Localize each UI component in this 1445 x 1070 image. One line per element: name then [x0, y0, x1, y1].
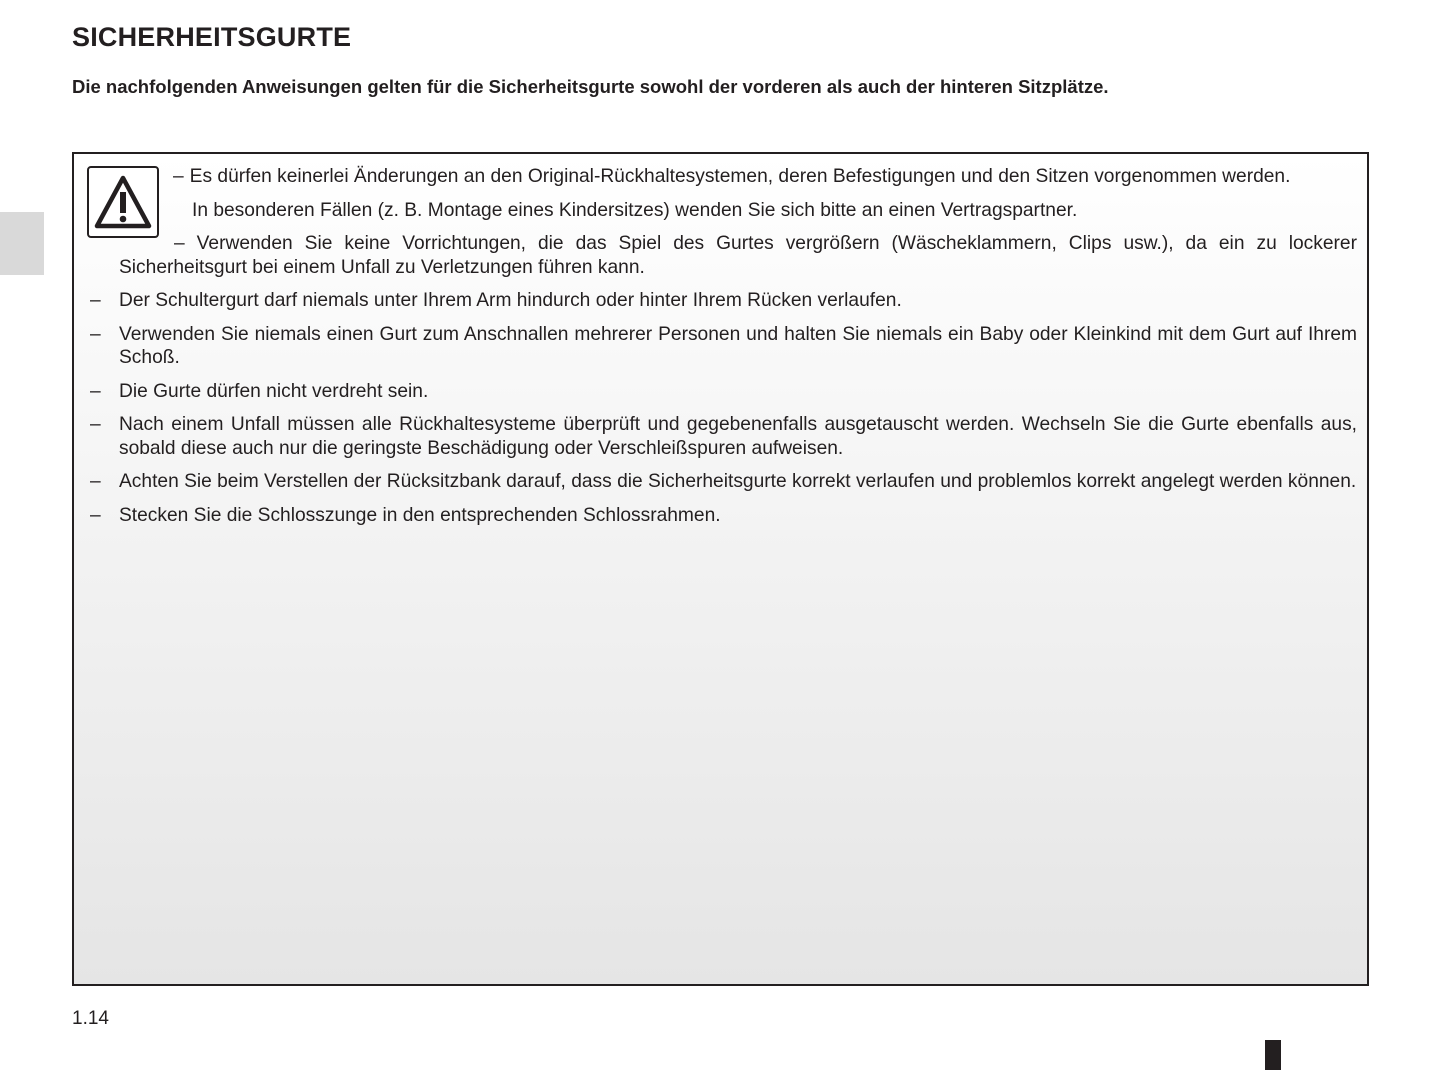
list-item: – Nach einem Unfall müssen alle Rückhaltesysteme überprüft und gegebenenfalls ausgetauscht werden. Wechseln Sie die Gurte ebenfalls aus, sobald diese auch nur die geringste Beschädigung oder Verschleißspuren aufweisen.	[90, 414, 1357, 459]
corner-mark	[1265, 1040, 1281, 1070]
intro-text: Die nachfolgenden Anweisungen gelten für die Sicherheitsgurte sowohl der vorderen als auch der hinteren Sitzplätze.	[72, 76, 1109, 97]
warning-first-item-cont: In besonderen Fällen (z. B. Montage eines Kindersitzes) wenden Sie sich bitte an einen Vertragspartner.	[192, 199, 1078, 221]
list-dash: –	[173, 166, 184, 187]
warning-second-item: – Verwenden Sie keine Vorrichtungen, die das Spiel des Gurtes vergrößern (Wäscheklammern, Clips usw.), da ein zu lockerer Sicherheitsgurt bei einem Unfall zu Verletzungen führen kann.	[119, 233, 1357, 278]
page-title: SICHERHEITSGURTE	[72, 22, 352, 52]
list-item: – Achten Sie beim Verstellen der Rücksitzbank darauf, dass die Sicherheitsgurte korrekt verlaufen und problemlos korrekt angelegt werden können.	[90, 471, 1357, 492]
list-item: – Verwenden Sie niemals einen Gurt zum Anschnallen mehrerer Personen und halten Sie niemals ein Baby oder Kleinkind mit dem Gurt auf Ihrem Schoß.	[90, 323, 1357, 368]
warning-first-item: – Es dürfen keinerlei Änderungen an den Original-Rückhaltesystemen, deren Befestigungen und den Sitzen vorgenommen werden.	[173, 166, 1291, 187]
warning-box	[72, 152, 1369, 986]
list-item: – Die Gurte dürfen nicht verdreht sein.	[90, 380, 429, 402]
page-number: 1.14	[72, 1008, 109, 1029]
chapter-tab	[0, 212, 44, 275]
list-item: – Stecken Sie die Schlosszunge in den entsprechenden Schlossrahmen.	[90, 504, 721, 526]
warning-text	[90, 165, 1357, 537]
list-item: – Der Schultergurt darf niemals unter Ihrem Arm hindurch oder hinter Ihrem Rücken verlaufen.	[90, 290, 902, 311]
